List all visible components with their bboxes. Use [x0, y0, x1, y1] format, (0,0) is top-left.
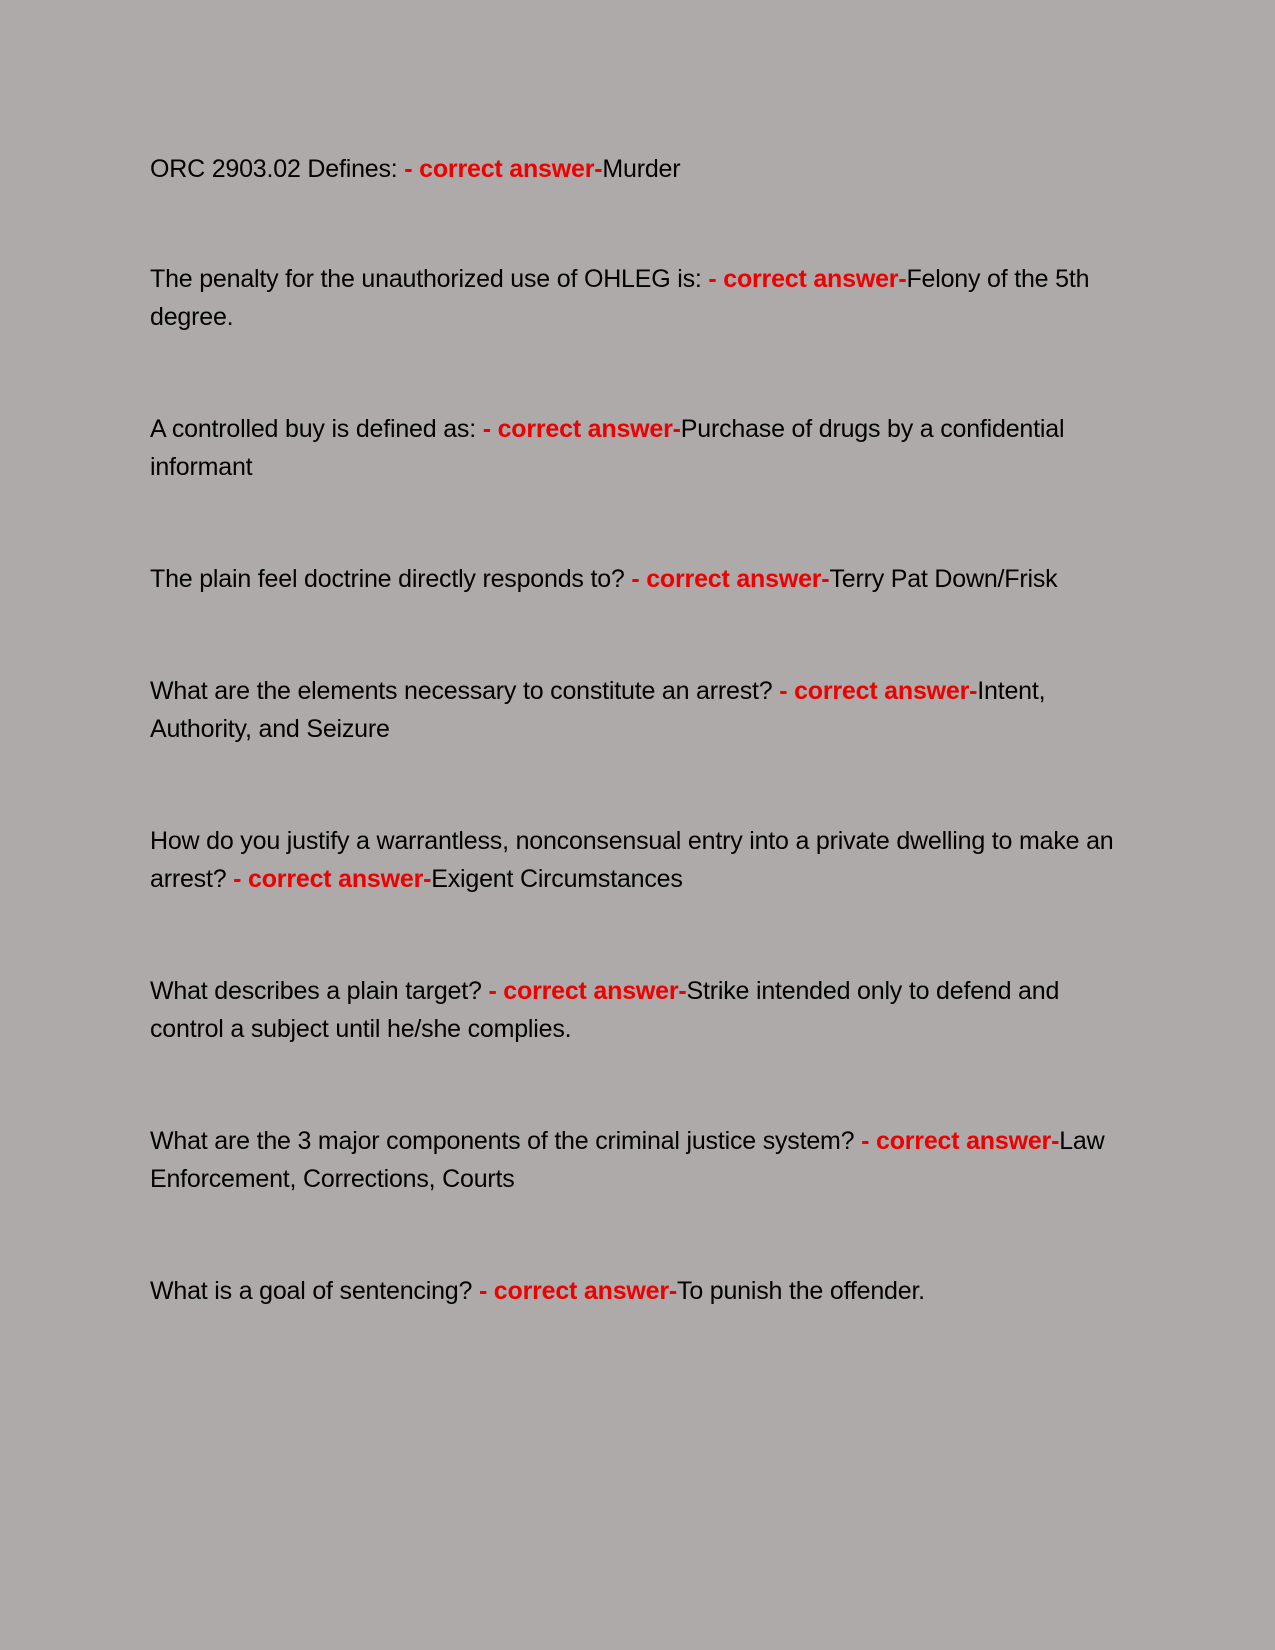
- qa-item-9: [150, 1272, 1125, 1310]
- correct-answer-marker: - correct answer-: [631, 565, 830, 593]
- qa-list: [150, 150, 1125, 1310]
- correct-answer-marker: - correct answer-: [482, 415, 681, 443]
- qa-item-4: [150, 560, 1125, 598]
- answer-text: Terry Pat Down/Frisk: [829, 565, 1058, 593]
- qa-item-2: [150, 260, 1125, 336]
- correct-answer-marker: - correct answer-: [404, 155, 603, 183]
- question-text: ORC 2903.02 Defines:: [150, 155, 405, 183]
- question-text: What are the elements necessary to constitute an arrest?: [150, 677, 780, 705]
- answer-text: To punish the offender.: [677, 1277, 925, 1305]
- answer-text: Intent, Authority, and Seizure: [150, 677, 1046, 743]
- qa-item-6: [150, 822, 1125, 898]
- correct-answer-marker: - correct answer-: [488, 977, 687, 1005]
- correct-answer-marker: - correct answer-: [708, 265, 907, 293]
- question-text: A controlled buy is defined as:: [150, 415, 483, 443]
- question-text: How do you justify a warrantless, nonconsensual entry into a private dwelling to make an arrest?: [150, 827, 1114, 893]
- question-text: The plain feel doctrine directly responds to?: [150, 565, 632, 593]
- answer-text: Strike intended only to defend and control a subject until he/she complies.: [150, 977, 1060, 1043]
- answer-text: Felony of the 5th degree.: [150, 265, 1090, 331]
- qa-item-5: [150, 672, 1125, 748]
- qa-item-1: [150, 150, 1125, 188]
- qa-item-7: [150, 972, 1125, 1048]
- correct-answer-marker: - correct answer-: [478, 1277, 678, 1305]
- answer-text: Law Enforcement, Corrections, Courts: [150, 1127, 1105, 1193]
- correct-answer-marker: - correct answer-: [233, 865, 432, 893]
- question-text: The penalty for the unauthorized use of OHLEG is:: [150, 265, 709, 293]
- qa-item-3: [150, 410, 1125, 486]
- question-text: What describes a plain target?: [150, 977, 489, 1005]
- qa-item-8: [150, 1122, 1125, 1198]
- correct-answer-marker: - correct answer-: [861, 1127, 1060, 1155]
- correct-answer-marker: - correct answer-: [779, 677, 978, 705]
- answer-text: Murder: [602, 155, 681, 183]
- answer-text: Purchase of drugs by a confidential informant: [150, 415, 1065, 481]
- question-text: What is a goal of sentencing?: [150, 1277, 479, 1305]
- answer-text: Exigent Circumstances: [431, 865, 683, 893]
- question-text: What are the 3 major components of the criminal justice system?: [150, 1127, 862, 1155]
